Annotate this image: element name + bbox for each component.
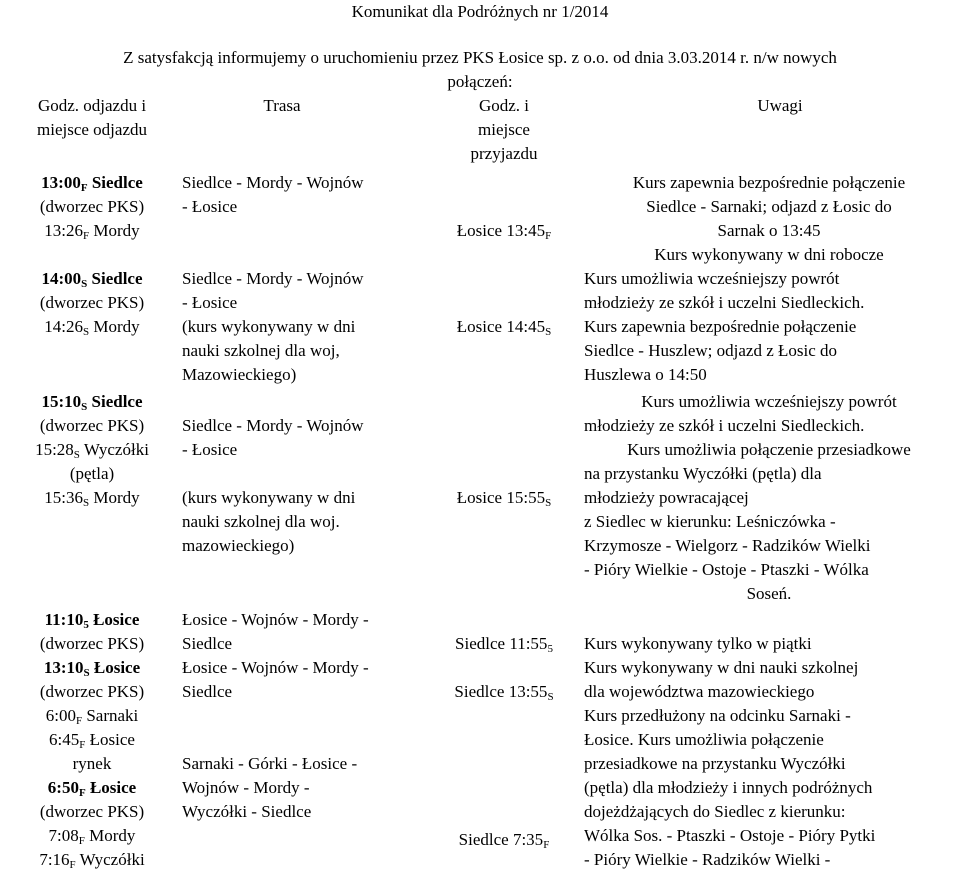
day-code: S [73, 449, 80, 461]
note-line: Wólka Sos. - Ptaszki - Ostoje - Pióry Pytki [584, 826, 876, 845]
day-code: F [83, 230, 90, 242]
departure-line: $15:10_S$ Siedlce [41, 392, 143, 413]
day-code: F [78, 787, 86, 799]
route-line: mazowieckiego) [182, 536, 295, 555]
route-line: Siedlce - Mordy - Wojnów [182, 416, 364, 435]
departure-line: $7:08_F$ Mordy [48, 826, 136, 847]
route-line: Mazowieckiego) [182, 365, 297, 384]
note-line: Kurs zapewnia bezpośrednie połączenie [632, 173, 906, 192]
arrival-cell [420, 632, 588, 656]
note-line: - Pióry Wielkie - Radzików Wielki - [584, 850, 831, 869]
note-line: (pętla) dla młodzieży i innych podróżnych [584, 778, 873, 797]
note-line: Kurs wykonywany tylko w piątki [584, 634, 812, 653]
route-line: Wyczółki - Siedlce [182, 802, 312, 821]
route-line: - Łosice [182, 197, 238, 216]
note-line: dla województwa mazowieckiego [584, 682, 815, 701]
note-line: Siedlce - Sarnaki; odjazd z Łosic do [646, 197, 892, 216]
note-line: przesiadkowe na przystanku Wyczółki [584, 754, 846, 773]
departure-line: $15:28_S$ Wyczółki [35, 440, 149, 461]
route-line [182, 704, 422, 728]
notes-cell [584, 704, 954, 872]
note-line: Krzymosze - Wielgorz - Radzików Wielki [584, 536, 871, 555]
route-line: (kurs wykonywany w dni [182, 488, 356, 507]
header-arrival: Godz. i miejsce przyjazdu [470, 96, 538, 163]
note-line: Sarnak o 13:45 [717, 221, 821, 240]
notes-cell [584, 632, 954, 656]
day-code: F [69, 859, 76, 871]
departure-line: $13:00_F$ Siedlce [41, 173, 143, 194]
departure-line: $15:36_S$ Mordy [44, 488, 140, 509]
departure-line: (dworzec PKS) [39, 634, 145, 653]
note-line: z Siedlec w kierunku: Leśniczówka - [584, 512, 836, 531]
arrival-cell [420, 486, 588, 510]
note-line: Siedlce - Huszlew; odjazd z Łosic do [584, 341, 838, 360]
departure-line: (dworzec PKS) [39, 682, 145, 701]
arrival-line: Łosice $15:55_S$ [456, 488, 552, 509]
header-route: Trasa [263, 96, 301, 115]
departure-line: rynek [72, 754, 112, 773]
note-line: Kurs umożliwia wcześniejszy powrót [641, 392, 897, 411]
day-code: S [83, 497, 90, 509]
note-line: na przystanku Wyczółki (pętla) dla [584, 464, 822, 483]
route-line: (kurs wykonywany w dni [182, 317, 356, 336]
notes-cell [584, 171, 954, 243]
route-cell [182, 608, 422, 656]
departure-line: $6:00_F$ Sarnaki [45, 706, 139, 727]
note-line: dojeżdżających do Siedlec z kierunku: [584, 802, 846, 821]
departure-line: $14:26_S$ Mordy [44, 317, 140, 338]
route-cell [182, 414, 422, 558]
route-line: Wojnów - Mordy - [182, 778, 310, 797]
departure-line: $13:26_F$ Mordy [44, 221, 140, 242]
note-line: Kurs wykonywany w dni robocze [654, 245, 884, 264]
day-code: F [543, 839, 550, 851]
day-code: S [547, 691, 554, 703]
route-line: Siedlce [182, 634, 233, 653]
day-code: S [83, 326, 90, 338]
departure-line: $14:00_S$ Siedlce [41, 269, 143, 290]
departure-cell [12, 267, 172, 339]
day-code: S [83, 667, 90, 679]
note-line: Kurs umożliwia wcześniejszy powrót [584, 269, 840, 288]
departure-line: $6:45_F$ Łosice [49, 730, 135, 751]
route-line [182, 728, 422, 752]
day-code: S [545, 326, 552, 338]
departure-cell [12, 171, 172, 243]
day-code: F [545, 230, 552, 242]
departure-line: $7:16_F$ Wyczółki [39, 850, 145, 871]
note-line: młodzieży ze szkół i uczelni Siedleckich. [584, 416, 865, 435]
notes-cell [584, 656, 954, 704]
note-line: młodzieży ze szkół i uczelni Siedleckich. [584, 293, 865, 312]
departure-line: (dworzec PKS) [39, 197, 145, 216]
notice-title: Komunikat dla Podróżnych nr 1/2014 [351, 2, 609, 21]
note-line: młodzieży powracającej [584, 488, 749, 507]
day-code: F [80, 182, 88, 194]
note-line: Kurs umożliwia połączenie przesiadkowe [627, 440, 911, 459]
route-line: Sarnaki - Górki - Łosice - [182, 754, 358, 773]
note-line: Soseń. [746, 584, 792, 603]
notes-cell [584, 390, 954, 606]
note-line: - Pióry Wielkie - Ostoje - Ptaszki - Wólka [584, 560, 869, 579]
departure-cell [12, 390, 172, 510]
arrival-cell [420, 315, 588, 339]
departure-line: $11:10_5$ Łosice [44, 610, 140, 631]
departure-line: (dworzec PKS) [39, 416, 145, 435]
day-code: 5 [83, 619, 89, 631]
departure-cell [12, 656, 172, 704]
route-cell [182, 171, 422, 219]
route-line: nauki szkolnej dla woj. [182, 512, 340, 531]
note-line: Kurs przedłużony na odcinku Sarnaki - [584, 706, 851, 725]
intro-text-line-2: połączeń: [447, 72, 513, 91]
note-line: Kurs wykonywany w dni nauki szkolnej [584, 658, 859, 677]
day-code: F [78, 835, 85, 847]
arrival-line: Siedlce $11:55_5$ [455, 634, 553, 655]
route-line [182, 462, 422, 486]
arrival-line: Łosice $14:45_S$ [456, 317, 552, 338]
route-line: nauki szkolnej dla woj, [182, 341, 340, 360]
departure-line: $13:10_S$ Łosice [43, 658, 141, 679]
day-code: F [75, 715, 83, 727]
arrival-line: Siedlce $7:35_F$ [458, 830, 550, 851]
route-line: - Łosice [182, 440, 238, 459]
route-line: Siedlce - Mordy - Wojnów [182, 173, 364, 192]
day-code: S [545, 497, 552, 509]
arrival-line: Siedlce $13:55_S$ [454, 682, 554, 703]
departure-line: $6:50_F$ Łosice [47, 778, 137, 799]
notes-cell [584, 243, 954, 387]
day-code: S [81, 401, 88, 413]
route-cell [182, 704, 422, 824]
route-cell [182, 267, 422, 387]
day-code: F [79, 739, 86, 751]
departure-cell [12, 608, 172, 656]
intro-text-line-1: Z satysfakcją informujemy o uruchomieniu przez PKS Łosice sp. z o.o. od dnia 3.03.2014 r. n/w nowych [123, 48, 837, 67]
route-line: Siedlce [182, 682, 233, 701]
departure-cell [12, 704, 172, 872]
day-code: S [81, 278, 88, 290]
arrival-cell [420, 219, 588, 243]
note-line: Huszlewa o 14:50 [584, 365, 707, 384]
route-line: Łosice - Wojnów - Mordy - [182, 610, 369, 629]
header-notes: Uwagi [757, 96, 803, 115]
departure-line: (pętla) [69, 464, 115, 483]
arrival-cell [420, 828, 588, 852]
header-departure: Godz. odjazdu i miejsce odjazdu [37, 96, 147, 139]
route-cell [182, 656, 422, 704]
route-line: Siedlce - Mordy - Wojnów [182, 269, 364, 288]
route-line: Łosice - Wojnów - Mordy - [182, 658, 369, 677]
route-line: - Łosice [182, 293, 238, 312]
arrival-line: Łosice $13:45_F$ [456, 221, 552, 242]
departure-line: (dworzec PKS) [39, 802, 145, 821]
day-code: 5 [547, 643, 553, 655]
note-line: Kurs zapewnia bezpośrednie połączenie [584, 317, 857, 336]
note-line: Łosice. Kurs umożliwia połączenie [584, 730, 824, 749]
departure-line: (dworzec PKS) [39, 293, 145, 312]
arrival-cell [420, 680, 588, 704]
